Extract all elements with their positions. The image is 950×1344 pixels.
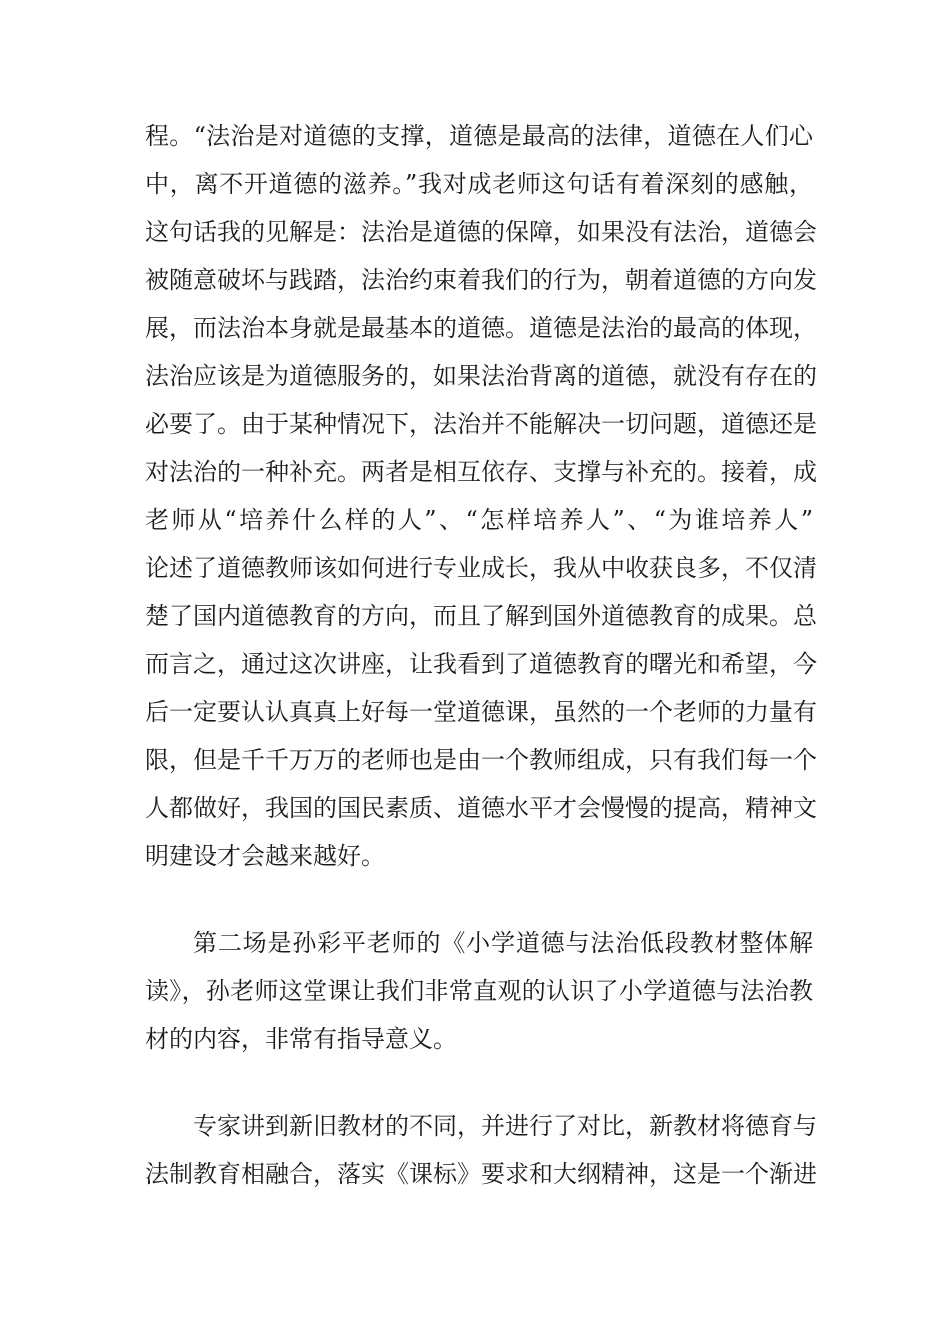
text-line: 材的内容，非常有指导意义。	[145, 1025, 457, 1053]
text-line: 对法治的一种补充。两者是相互依存、支撑与补充的。接着，成	[145, 458, 817, 486]
document-body	[145, 112, 817, 1198]
text-line: 法制教育相融合，落实《课标》要求和大纲精神，这是一个渐进	[145, 1160, 817, 1188]
text-line: 明建设才会越来越好。	[145, 842, 385, 870]
text-line: 程。“法治是对道德的支撑，道德是最高的法律，道德在人们心	[145, 122, 813, 150]
paragraph-1	[145, 112, 817, 880]
paragraph-2	[145, 919, 813, 1063]
paragraph-spacer	[145, 880, 813, 919]
text-line: 专家讲到新旧教材的不同，并进行了对比，新教材将德育与	[193, 1112, 817, 1140]
text-line: 中，离不开道德的滋养。”我对成老师这句话有着深刻的感触，	[145, 170, 813, 198]
text-line: 限，但是千千万万的老师也是由一个教师组成，只有我们每一个	[145, 746, 817, 774]
text-line: 必要了。由于某种情况下，法治并不能解决一切问题，道德还是	[145, 410, 817, 438]
text-line: 展，而法治本身就是最基本的道德。道德是法治的最高的体现，	[145, 314, 817, 342]
text-line: 人都做好，我国的国民素质、道德水平才会慢慢的提高，精神文	[145, 794, 817, 822]
text-line: 而言之，通过这次讲座，让我看到了道德教育的曙光和希望，今	[145, 650, 817, 678]
text-line: 被随意破坏与践踏，法治约束着我们的行为，朝着道德的方向发	[145, 266, 817, 294]
text-line: 论述了道德教师该如何进行专业成长，我从中收获良多，不仅清	[145, 554, 817, 582]
text-line: 这句话我的见解是：法治是道德的保障，如果没有法治，道德会	[145, 218, 817, 246]
text-line: 后一定要认认真真上好每一堂道德课，虽然的一个老师的力量有	[145, 698, 817, 726]
text-line: 老师从“培养什么样的人”、“怎样培养人”、“为谁培养人”	[145, 506, 813, 534]
paragraph-spacer	[145, 1063, 813, 1102]
paragraph-3	[145, 1102, 817, 1198]
text-line: 法治应该是为道德服务的，如果法治背离的道德，就没有存在的	[145, 362, 817, 390]
text-line: 楚了国内道德教育的方向，而且了解到国外道德教育的成果。总	[145, 602, 817, 630]
text-line: 第二场是孙彩平老师的《小学道德与法治低段教材整体解	[193, 929, 813, 957]
text-line: 读》，孙老师这堂课让我们非常直观的认识了小学道德与法治教	[145, 977, 813, 1005]
